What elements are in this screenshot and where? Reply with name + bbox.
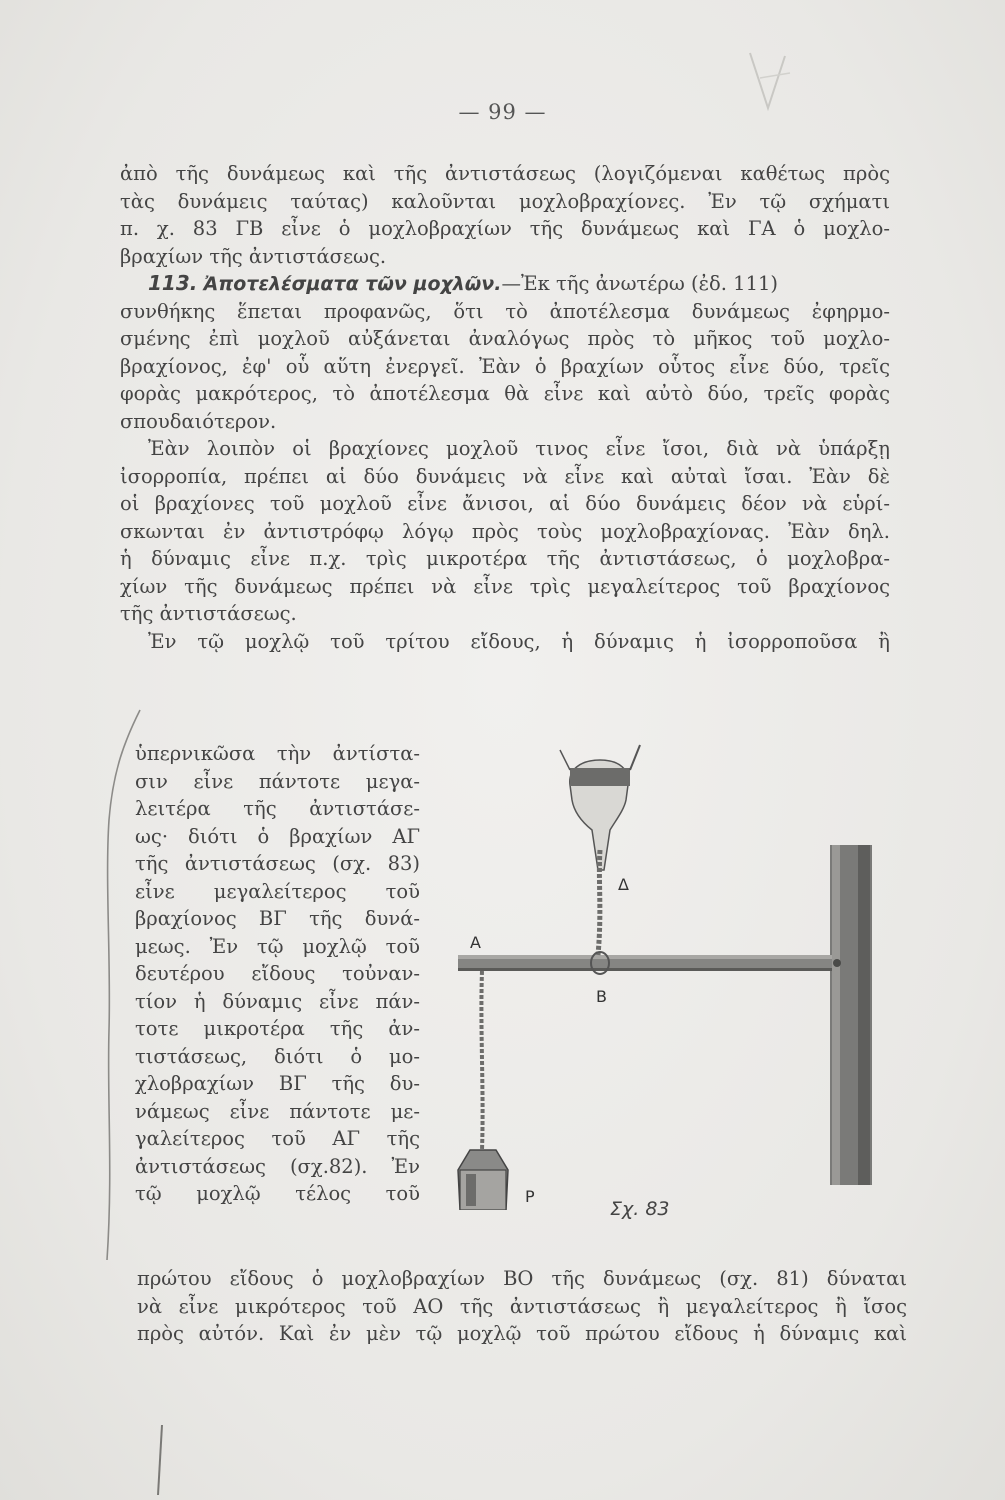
text-line: ως· διότι ὁ βραχίων ΑΓ (135, 824, 420, 848)
text-line: εἶνε μεγαλείτερος τοῦ (135, 879, 420, 903)
section-heading-line (120, 270, 890, 298)
text-line: βραχίονος, ἐφ' οὗ αὕτη ἐνεργεῖ. Ἐὰν ὁ βραχίων οὗτος εἶνε δύο, τρεῖς (120, 354, 890, 378)
text-line: οἱ βραχίονες τοῦ μοχλοῦ εἶνε ἄνισοι, αἱ δύο δυνάμεις δέον νὰ εὑρί- (120, 492, 890, 515)
text-line: ἡ δύναμις εἶνε π.χ. τρὶς μικροτέρα τῆς ἀντιστάσεως, ὁ μοχλοβρα- (120, 547, 890, 570)
text-line: ἀντιστάσεως (σχ.82). Ἐν (135, 1154, 420, 1178)
label-a: A (470, 933, 481, 952)
text-line: νάμεως εἶνε πάντοτε με- (135, 1099, 420, 1123)
text-line: χίων τῆς δυνάμεως πρέπει νὰ εἶνε τρὶς μεγαλείτερος τοῦ βραχίονος (120, 574, 890, 598)
text-line: συνθήκης ἕπεται προφανῶς, ὅτι τὸ ἀποτέλεσμα δυνάμεως ἐφηρμο- (120, 299, 890, 323)
weight-icon (458, 1150, 508, 1210)
label-d: Δ (618, 875, 629, 894)
section-first-line: —Ἐκ τῆς ἀνωτέρω (ἐδ. 111) (501, 272, 778, 295)
text-line: π. χ. 83 ΓΒ εἶνε ὁ μοχλοβραχίων τῆς δυνάμεως καὶ ΓΑ ὁ μοχλο- (120, 217, 890, 240)
text-line: τῆς ἀντιστάσεως (σχ. 83) (135, 852, 420, 875)
top-text-block (120, 160, 890, 655)
bottom-text-block (137, 1265, 907, 1348)
force-rope (598, 850, 600, 955)
label-p: P (525, 1187, 535, 1206)
weight-rope (481, 971, 482, 1150)
lever-figure (440, 730, 900, 1210)
text-line: γαλείτερος τοῦ ΑΓ τῆς (135, 1127, 420, 1150)
text-line: Ἐὰν λοιπὸν οἱ βραχίονες μοχλοῦ τινος εἶνε ἴσοι, διὰ νὰ ὑπάρξῃ (148, 437, 890, 460)
text-line: ἰσορροπία, πρέπει αἱ δύο δυνάμεις νὰ εἶνε καὶ αὐταὶ ἴσαι. Ἐὰν δὲ (120, 464, 890, 488)
text-line: τῆς ἀντιστάσεως. (120, 602, 297, 625)
text-line: τὰς δυνάμεις ταύτας) καλοῦνται μοχλοβραχίονες. Ἐν τῷ σχήματι (120, 189, 890, 213)
label-b: B (596, 987, 607, 1006)
text-line: πρὸς αὐτόν. Καὶ ἐν μὲν τῷ μοχλῷ τοῦ πρώτου εἴδους ἡ δύναμις καὶ (137, 1322, 907, 1345)
text-line: τοτε μικροτέρα τῆς ἀν- (135, 1017, 420, 1040)
text-line: Ἐν τῷ μοχλῷ τοῦ τρίτου εἴδους, ἡ δύναμις ἡ ἰσορροποῦσα ἢ (148, 629, 890, 653)
page-number: — 99 — (458, 100, 547, 124)
text-line: σπουδαιότερον. (120, 409, 277, 433)
pencil-bracket (95, 700, 145, 1300)
text-line: τιστάσεως, διότι ὁ μο- (135, 1044, 420, 1068)
text-line: μεως. Ἐν τῷ μοχλῷ τοῦ (135, 934, 420, 958)
text-line: χλοβραχίων ΒΓ τῆς δυ- (135, 1072, 420, 1095)
text-line: τίον ἡ δύναμις εἶνε πάν- (135, 989, 420, 1013)
text-line: σμένης ἐπὶ μοχλοῦ αὐξάνεται ἀναλόγως πρὸς τὸ μῆκος τοῦ μοχλο- (120, 327, 890, 350)
text-line: δευτέρου εἴδους τοὐναν- (135, 962, 420, 985)
text-line: πρώτου εἴδους ὁ μοχλοβραχίων ΒΟ τῆς δυνάμεως (σχ. 81) δύναται (137, 1267, 907, 1290)
text-line: βραχίονος ΒΓ τῆς δυνά- (135, 907, 420, 930)
text-line: ἀπὸ τῆς δυνάμεως καὶ τῆς ἀντιστάσεως (λογιζόμεναι καθέτως πρὸς (120, 162, 890, 185)
text-line: σκωνται ἐν ἀντιστρόφῳ λόγῳ πρὸς τοὺς μοχλοβραχίονας. Ἐὰν δηλ. (120, 519, 890, 543)
text-line: λειτέρα τῆς ἀντιστάσε- (135, 797, 420, 820)
text-line: σιν εἶνε πάντοτε μεγα- (135, 769, 420, 793)
figure-caption: Σχ. 83 (610, 1198, 670, 1220)
text-line: τῷ μοχλῷ τέλος τοῦ (135, 1182, 420, 1205)
pencil-stroke (140, 1420, 180, 1500)
text-line: φορὰς μακρότερος, τὸ ἀποτέλεσμα θὰ εἶνε καὶ αὐτὸ δύο, τρεῖς φορὰς (120, 382, 890, 405)
text-line: νὰ εἶνε μικρότερος τοῦ ΑΟ τῆς ἀντιστάσεως ἢ μεγαλείτερος ἢ ἴσος (137, 1294, 907, 1318)
text-line: ὑπερνικῶσα τὴν ἀντίστα- (135, 742, 420, 765)
text-line: βραχίων τῆς ἀντιστάσεως. (120, 244, 387, 268)
section-number: 113. (148, 271, 198, 295)
section-title: Ἀποτελέσματα τῶν μοχλῶν. (203, 273, 502, 295)
column-text-block (135, 740, 420, 1208)
